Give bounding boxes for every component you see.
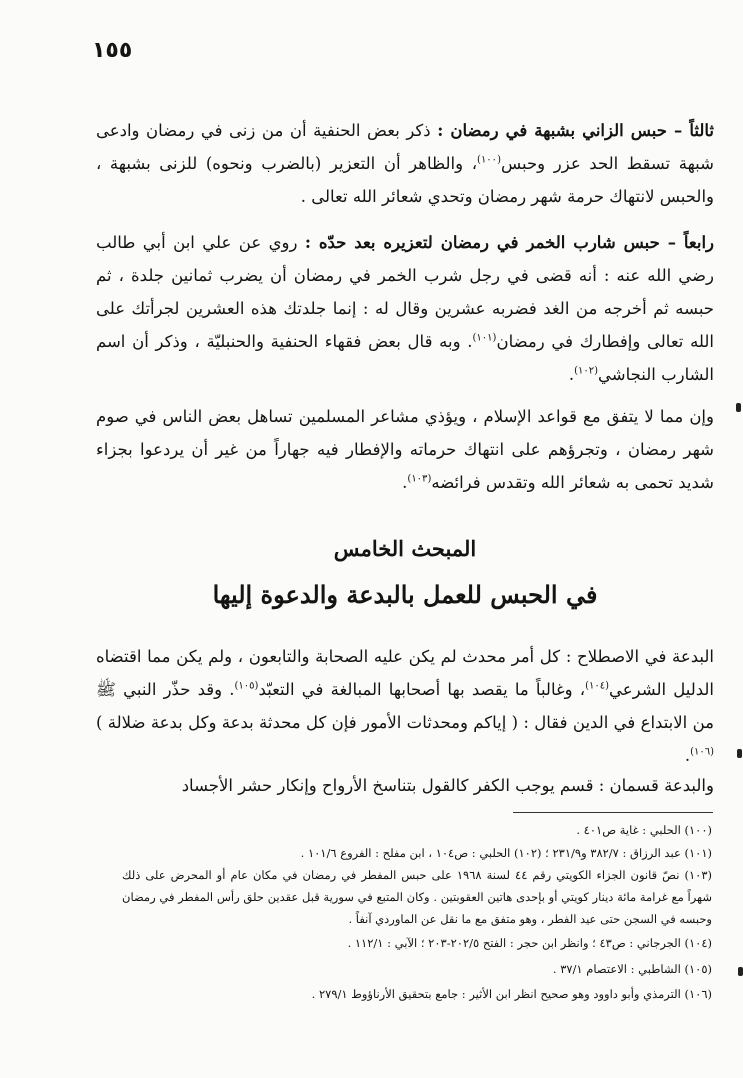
footnote-number: (١٠٣) bbox=[684, 868, 713, 882]
footnote-number: (١٠٠) bbox=[684, 823, 712, 837]
footnote-ref[interactable]: (١٠٦) bbox=[690, 746, 714, 758]
paragraph-text: ، والظاهر أن التعزير (بالضرب ونحوه) للزنى بشبهة ، والحبس لانتهاك حرمة شهر رمضان وتحدي شعائر الله تعالى . bbox=[96, 154, 714, 206]
paragraph-ramadan-laxity bbox=[96, 400, 714, 499]
paragraph-text: وإن مما لا يتفق مع قواعد الإسلام ، ويؤذي مشاعر المسلمين تساهل بعض الناس في صوم شهر رمضان ، وتجرؤهم على انتهاك حرماته والإفطار فيه جهاراً من غير أن يردعوا بجزاء شديد تحمى به شعائر الله وتقدس فرائضه bbox=[96, 407, 714, 492]
paragraph-text: البدعة في الاصطلاح : كل أمر محدث لم يكن عليه الصحابة والتابعون ، ولم يكن مما اقتضاه الدليل الشرعي bbox=[96, 647, 715, 699]
footnote-106 bbox=[122, 983, 712, 1005]
footnote-ref[interactable]: (١٠٤) bbox=[585, 680, 610, 692]
footnote-ref[interactable]: (١٠٥) bbox=[234, 680, 259, 692]
margin-dot bbox=[737, 749, 742, 758]
footnote-101-102 bbox=[122, 842, 712, 864]
paragraph-text: . bbox=[684, 746, 691, 765]
paragraph-text: ذكر بعض الحنفية أن من زنى في رمضان وادعى شبهة تسقط الحد عزر وحبس bbox=[96, 121, 714, 173]
section-heading: رابعاً – حبس شارب الخمر في رمضان لتعزيره بعد حدّه : bbox=[304, 233, 714, 252]
paragraph-third-section bbox=[96, 114, 714, 213]
footnote-text: الحلبي : ص١٠٤ ، ابن مفلح : الفروع ١٠١/٦ . bbox=[300, 846, 511, 860]
footnote-100 bbox=[122, 819, 712, 841]
footnote-ref[interactable]: (١٠٢) bbox=[574, 365, 599, 377]
paragraph-text: روي عن علي ابن أبي طالب رضي الله عنه : أنه قضى في رجل شرب الخمر في رمضان أن يضرب ثمانين جلدة ، ثم حبسه ثم أخرجه من الغد فضربه عشرين وقال له : إنما جلدتك هذه العشرين لجرأتك على الله تعالى وإفطارك في رمضان bbox=[96, 233, 714, 351]
margin-dot bbox=[736, 403, 741, 412]
footnote-104 bbox=[122, 932, 712, 954]
footnote-103 bbox=[122, 864, 712, 930]
footnote-ref[interactable]: (١٠١) bbox=[472, 332, 497, 344]
paragraph-text: . bbox=[568, 365, 575, 384]
footnote-text: الجرجاني : ص٤٣ ؛ وانظر ابن حجر : الفتح ٢٠٢/٥-٢٠٣ ؛ الآبي : ١١٢/١ . bbox=[347, 936, 681, 950]
chapter-label: المبحث الخامس bbox=[333, 536, 477, 561]
footnote-number: (١٠١) bbox=[684, 846, 712, 860]
chapter-title: في الحبس للعمل بالبدعة والدعوة إليها bbox=[212, 580, 598, 609]
paragraph-text: . وبه قال بعض فقهاء الحنفية والحنبليّة ، وذكر أن اسم الشارب النجاشي bbox=[96, 332, 714, 384]
footnote-text: نصّ قانون الجزاء الكويتي رقم ٤٤ لسنة ١٩٦٨ على حبس المفطر في رمضان في مكان عام أو المحرض على ذلك شهراً مع غرامة مائة دينار كويتي أو بإحدى هاتين العقوبتين . وكان المتبع في سورية قبل عقدين حلق رأس المفطر في رمضان وحبسه في السجن حتى عيد الفطر ، وهو متفق مع ما نقل عن الماوردي آنفاً . bbox=[122, 868, 712, 926]
page-number: ١٥٥ bbox=[92, 38, 133, 63]
footnote-ref[interactable]: (١٠٠) bbox=[477, 154, 501, 166]
footnote-text: الحلبي : غاية ص٤٠١ . bbox=[576, 823, 681, 837]
footnote-number: (١٠٥) bbox=[684, 962, 712, 976]
margin-dot bbox=[738, 967, 743, 976]
paragraph-bida-definition bbox=[96, 640, 714, 772]
paragraph-bida-types bbox=[96, 769, 714, 802]
footnote-text: الترمذي وأبو داوود وهو صحيح انظر ابن الأثير : جامع بتحقيق الأرناؤوط ٢٧٩/١ . bbox=[311, 987, 681, 1001]
footnote-text: الشاطبي : الاعتصام ٣٧/١ . bbox=[552, 962, 681, 976]
paragraph-text: ، وغالباً ما يقصد بها أصحابها المبالغة في التعبّد bbox=[258, 680, 586, 699]
paragraph-text: والبدعة قسمان : قسم يوجب الكفر كالقول بتناسخ الأرواح وإنكار حشر الأجساد bbox=[181, 776, 714, 795]
footnote-105 bbox=[122, 958, 712, 980]
footnote-ref[interactable]: (١٠٣) bbox=[407, 473, 432, 485]
footnote-text: عبد الرزاق : ٣٨٢/٧ و٢٣١/٩ ؛ bbox=[545, 846, 681, 860]
paragraph-fourth-section bbox=[96, 226, 714, 391]
footnote-number: (١٠٦) bbox=[684, 987, 712, 1001]
paragraph-text: . bbox=[402, 473, 408, 492]
footnote-number: (١٠٢) bbox=[513, 846, 542, 860]
footnote-number: (١٠٤) bbox=[684, 936, 712, 950]
footnote-divider bbox=[513, 812, 713, 813]
section-heading: ثالثاً – حبس الزاني بشبهة في رمضان : bbox=[437, 121, 714, 140]
paragraph-text: . وقد حذّر النبي ﷺ من الابتداع في الدين فقال : ( إياكم ومحدثات الأمور فإن كل محدثة بدعة وكل بدعة ضلالة ) bbox=[96, 680, 714, 732]
